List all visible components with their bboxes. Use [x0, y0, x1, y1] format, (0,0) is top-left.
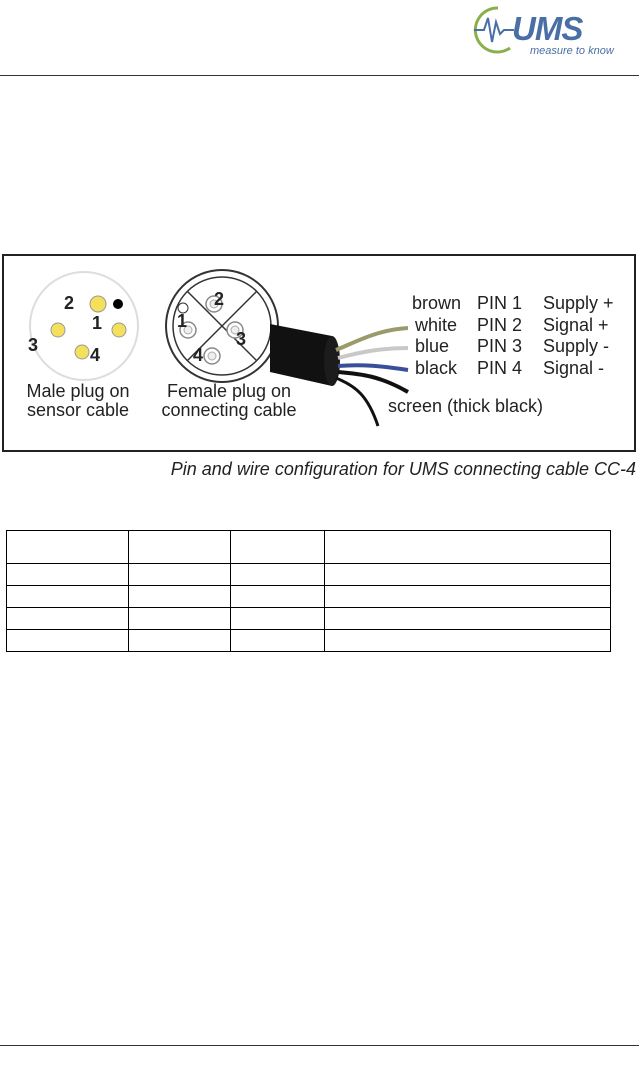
- table-cell: [231, 630, 325, 652]
- male-key-dot: [113, 299, 123, 309]
- pin-configuration-figure: [2, 254, 636, 452]
- male-pin-3-dot: [51, 323, 65, 337]
- male-pin-2-dot: [90, 296, 106, 312]
- table-cell: [7, 586, 129, 608]
- wire-color-name: white: [415, 315, 458, 335]
- pin-assignment-table: [6, 530, 611, 652]
- table-cell: [325, 630, 611, 652]
- female-pin-4-label: 4: [193, 345, 204, 365]
- logo-brand: UMS: [512, 10, 583, 47]
- wire-pin: PIN 3: [477, 336, 523, 356]
- footer-divider: [0, 1045, 639, 1046]
- male-plug-caption-line1: Male plug on: [26, 381, 130, 401]
- logo-tagline: measure to know: [530, 45, 614, 57]
- ums-logo: [468, 4, 628, 62]
- table-cell: [7, 608, 129, 630]
- female-pin-3-label: 3: [236, 329, 247, 349]
- wire-color-name: blue: [415, 336, 450, 356]
- table-row: [7, 586, 611, 608]
- female-pin-2-label: 2: [214, 289, 225, 309]
- table-header-row: [7, 531, 611, 564]
- table-header-cell: [7, 531, 129, 564]
- male-plug-diagram: [16, 258, 166, 388]
- male-plug-caption: [14, 382, 142, 420]
- male-plug-caption-line2: sensor cable: [26, 400, 130, 420]
- male-pin-4-dot: [75, 345, 89, 359]
- female-plug-caption-line2: connecting cable: [161, 400, 297, 420]
- wire-color-name: brown: [412, 293, 462, 313]
- wire-function: Supply +: [543, 293, 614, 313]
- table-cell: [231, 564, 325, 586]
- male-pin-4-label: 4: [90, 345, 101, 365]
- male-pin-2-label: 2: [64, 293, 75, 313]
- wire-function: Supply -: [543, 336, 610, 356]
- table-cell: [129, 586, 231, 608]
- male-pin-3-label: 3: [28, 335, 39, 355]
- table-row: [7, 630, 611, 652]
- table-cell: [129, 630, 231, 652]
- figure-caption: Pin and wire configuration for UMS connecting cable CC-4: [170, 459, 636, 479]
- wire-function: Signal +: [543, 315, 609, 335]
- female-pin-1-label: 1: [177, 311, 188, 331]
- wire-function: Signal -: [543, 358, 605, 378]
- table-header-cell: [129, 531, 231, 564]
- header-divider: [0, 75, 639, 76]
- table-cell: [129, 608, 231, 630]
- male-pin-1-dot: [112, 323, 126, 337]
- wire-pin: PIN 2: [477, 315, 523, 335]
- table-cell: [129, 564, 231, 586]
- table-cell: [325, 586, 611, 608]
- wire-pin: PIN 1: [477, 293, 523, 313]
- female-plug-caption-line1: Female plug on: [166, 381, 292, 401]
- black-wire: [338, 372, 408, 392]
- table-cell: [7, 630, 129, 652]
- table-cell: [325, 608, 611, 630]
- wire-color-name: black: [415, 358, 458, 378]
- screen-wire: [336, 378, 378, 426]
- table-header-cell: [231, 531, 325, 564]
- table-cell: [325, 564, 611, 586]
- screen-label: screen (thick black): [388, 396, 544, 416]
- table-row: [7, 564, 611, 586]
- wire-pin: PIN 4: [477, 358, 523, 378]
- table-cell: [231, 608, 325, 630]
- blue-wire: [338, 365, 408, 370]
- male-pin-1-label: 1: [92, 313, 103, 333]
- table-cell: [231, 586, 325, 608]
- table-cell: [7, 564, 129, 586]
- table-row: [7, 608, 611, 630]
- table-header-cell: [325, 531, 611, 564]
- white-wire: [338, 348, 408, 358]
